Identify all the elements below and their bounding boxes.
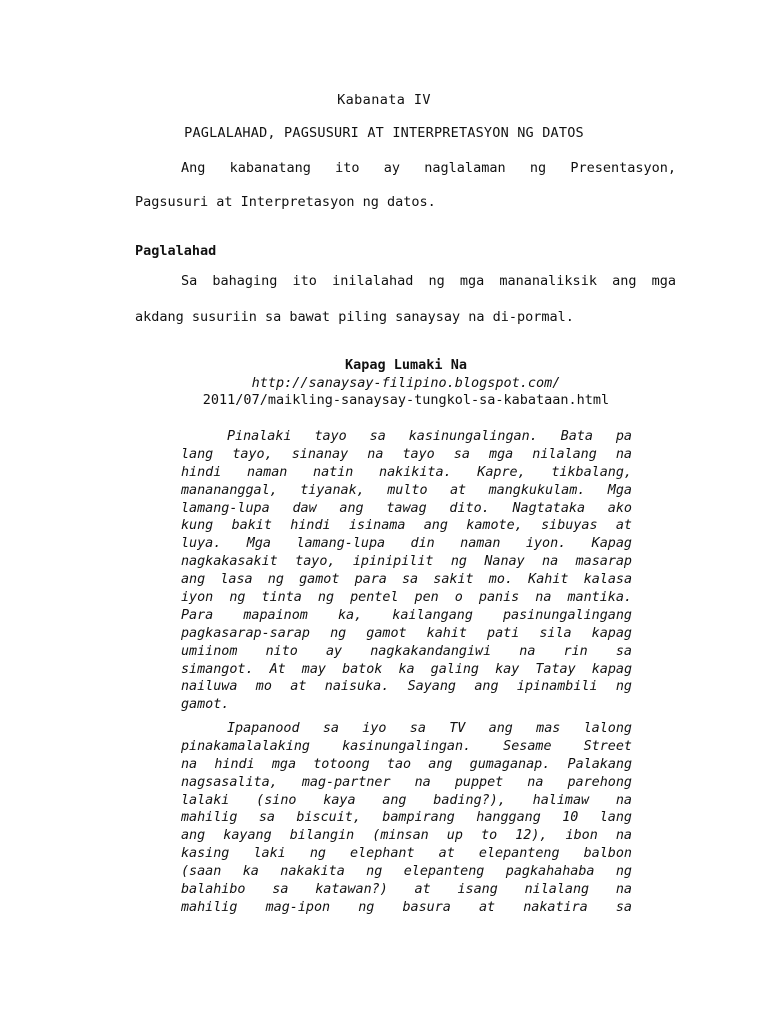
essay-line: manananggal, tiyanak, multo at mangkukulam. Mga — [181, 482, 632, 498]
essay-line: pagkasarap-sarap ng gamot kahit pati sila kapag — [181, 625, 632, 641]
essay-line: nagsasalita, mag-partner na puppet na parehong — [181, 774, 632, 790]
essay-line: ang lasa ng gamot para sa sakit mo. Kahit kalasa — [181, 572, 632, 588]
essay-line: mahilig sa biscuit, bampirang hanggang 10 lang — [181, 810, 632, 826]
chapter-label: Kabanata IV — [337, 92, 431, 108]
essay-line: nagkakasakit tayo, ipinipilit ng Nanay na masarap — [181, 554, 632, 570]
essay-line: ang kayang bilangin (minsan up to 12), ibon na — [181, 828, 632, 844]
essay-line: lang tayo, sinanay na tayo sa mga nilalang na — [181, 446, 632, 462]
intro-line-2: Pagsusuri at Interpretasyon ng datos. — [135, 194, 436, 210]
essay-line: umiinom nito ay nagkakandangiwi na rin sa — [181, 643, 632, 659]
essay-paragraph-1 — [181, 428, 632, 714]
section-line-2: akdang susuriin sa bawat piling sanaysay na di-pormal. — [135, 309, 574, 325]
essay-line: lamang-lupa daw ang tawag dito. Nagtataka ako — [181, 500, 632, 516]
essay-line: Para mapainom ka, kailangang pasinungalingang — [181, 607, 632, 623]
essay-line: balahibo sa katawan?) at isang nilalang na — [181, 882, 632, 898]
essay-line: Ipapanood sa iyo sa TV ang mas lalong — [227, 721, 632, 736]
essay-line: simangot. At may batok ka galing kay Tatay kapag — [181, 661, 632, 677]
essay-line: luya. Mga lamang-lupa din naman iyon. Kapag — [181, 536, 632, 552]
section-heading: Paglalahad — [135, 243, 217, 259]
essay-line: Pinalaki tayo sa kasinungalingan. Bata pa — [227, 429, 632, 444]
essay-line: pinakamalalaking kasinungalingan. Sesame Street — [181, 738, 632, 754]
essay-line: nailuwa mo at naisuka. Sayang ang ipinambili ng — [181, 679, 632, 695]
essay-line: mahilig mag-ipon ng basura at nakatira sa — [181, 899, 632, 915]
essay-line: kung bakit hindi isinama ang kamote, sibuyas at — [181, 518, 632, 534]
section-line-1: Sa bahaging ito inilalahad ng mga mananaliksik ang mga — [181, 273, 676, 289]
essay-line: lalaki (sino kaya ang bading?), halimaw na — [181, 792, 632, 808]
essay-url-line-2: 2011/07/maikling-sanaysay-tungkol-sa-kabataan.html — [202, 392, 610, 408]
essay-line: gamot. — [181, 697, 230, 713]
essay-line: (saan ka nakakita ng elepanteng pagkahahaba ng — [181, 864, 632, 880]
intro-line-1: Ang kabanatang ito ay naglalaman ng Presentasyon, — [181, 160, 676, 176]
essay-line: kasing laki ng elephant at elepanteng balbon — [181, 846, 632, 862]
essay-line: hindi naman natin nakikita. Kapre, tikbalang, — [181, 464, 632, 480]
essay-paragraph-2 — [181, 720, 632, 917]
essay-line: iyon ng tinta ng pentel pen o panis na mantika. — [181, 590, 632, 606]
essay-title: Kapag Lumaki Na — [345, 357, 467, 373]
essay-url-line-1: http://sanaysay-filipino.blogspot.com/ — [251, 375, 561, 391]
chapter-title: PAGLALAHAD, PAGSUSURI AT INTERPRETASYON NG DATOS — [184, 125, 584, 141]
essay-line: na hindi mga totoong tao ang gumaganap. Palakang — [181, 756, 632, 772]
